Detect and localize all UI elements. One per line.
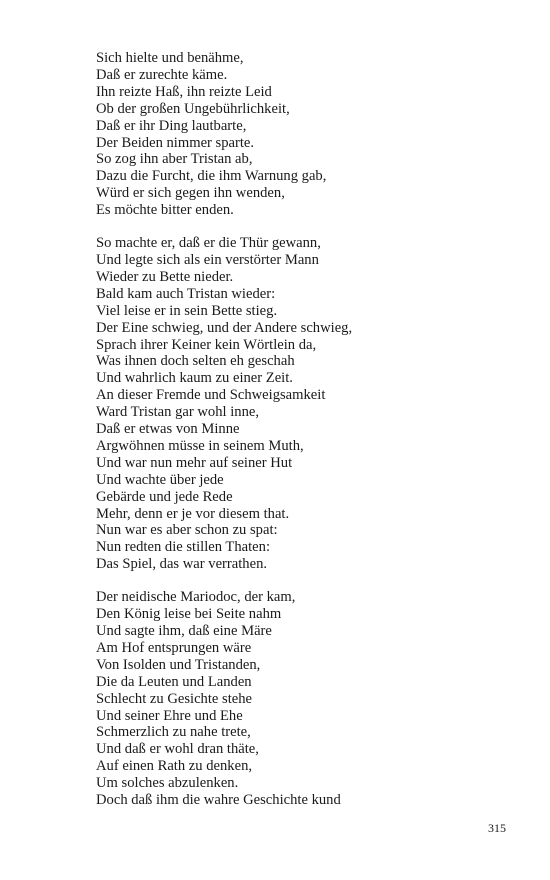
verse-line: Es möchte bitter enden. [96, 202, 234, 219]
verse-line: Und legte sich als ein verstörter Mann [96, 251, 319, 268]
verse-line: Nun redten die stillen Thaten: [96, 539, 270, 556]
verse-line: Von Isolden und Tristanden, [96, 656, 261, 673]
verse-line: Daß er zurechte käme. [96, 66, 228, 83]
verse-line: Doch daß ihm die wahre Geschichte kund [96, 792, 341, 809]
verse-line: Schmerzlich zu nahe trete, [96, 724, 251, 741]
verse-line: Ob der großen Ungebührlichkeit, [96, 100, 290, 117]
verse-line: Das Spiel, das war verrathen. [96, 556, 268, 573]
verse-line: Ihn reizte Haß, ihn reizte Leid [96, 83, 272, 100]
verse-line: Den König leise bei Seite nahm [96, 606, 282, 623]
verse-line: Gebärde und jede Rede [96, 488, 233, 505]
verse-line: Würd er sich gegen ihn wenden, [96, 185, 285, 202]
verse-line: Daß er etwas von Minne [96, 421, 240, 438]
verse-line: Der neidische Mariodoc, der kam, [96, 589, 296, 606]
stanza-2 [96, 235, 506, 573]
verse-line: Ward Tristan gar wohl inne, [96, 404, 259, 421]
verse-line: Der Beiden nimmer sparte. [96, 134, 255, 151]
verse-line: Am Hof entsprungen wäre [96, 639, 252, 656]
verse-line: Sprach ihrer Keiner kein Wörtlein da, [96, 336, 317, 353]
verse-line: Und war nun mehr auf seiner Hut [96, 454, 293, 471]
verse-line: Mehr, denn er je vor diesem that. [96, 505, 290, 522]
verse-line: Und seiner Ehre und Ehe [96, 707, 243, 724]
verse-line: Und daß er wohl dran thäte, [96, 741, 259, 758]
stanza-3 [96, 589, 506, 809]
verse-line: Auf einen Rath zu denken, [96, 758, 253, 775]
verse-line: So machte er, daß er die Thür gewann, [96, 235, 321, 252]
verse-line: Bald kam auch Tristan wieder: [96, 285, 276, 302]
verse-line: So zog ihn aber Tristan ab, [96, 151, 253, 168]
verse-line: Schlecht zu Gesichte stehe [96, 690, 253, 707]
verse-line: Nun war es aber schon zu spat: [96, 522, 278, 539]
verse-line: Argwöhnen müsse in seinem Muth, [96, 437, 304, 454]
verse-line: Dazu die Furcht, die ihm Warnung gab, [96, 168, 327, 185]
verse-line: Was ihnen doch selten eh geschah [96, 353, 295, 370]
page-number: 315 [488, 821, 506, 835]
poem-text [96, 50, 506, 809]
verse-line: Und wahrlich kaum zu einer Zeit. [96, 370, 293, 387]
verse-line: An dieser Fremde und Schweigsamkeit [96, 387, 326, 404]
verse-line: Und sagte ihm, daß eine Märe [96, 623, 272, 639]
verse-line: Um solches abzulenken. [96, 775, 239, 792]
verse-line: Der Eine schwieg, und der Andere schwieg, [96, 319, 353, 336]
verse-line: Die da Leuten und Landen [96, 673, 252, 690]
verse-line: Wieder zu Bette nieder. [96, 268, 234, 285]
stanza-1 [96, 50, 506, 219]
verse-line: Daß er ihr Ding lautbarte, [96, 117, 247, 134]
verse-line: Sich hielte und benähme, [96, 50, 244, 66]
verse-line: Und wachte über jede [96, 471, 224, 488]
verse-line: Viel leise er in sein Bette stieg. [96, 302, 278, 319]
